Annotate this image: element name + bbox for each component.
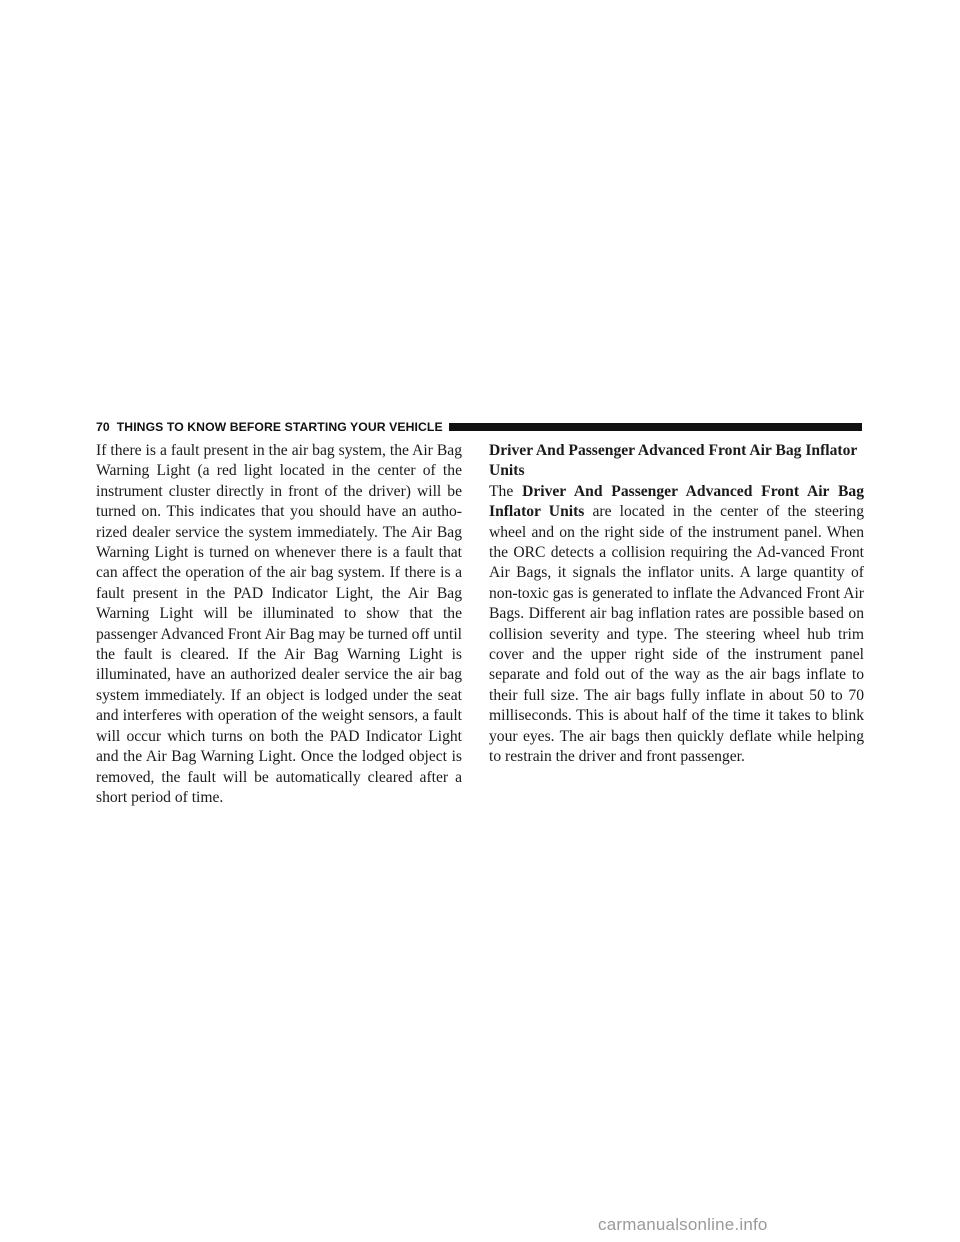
right-column (489, 441, 864, 768)
intro-word: The (489, 482, 514, 500)
bold-term: Driver And Passenger Advanced Front Air Bag Inflator Units (489, 482, 864, 521)
page-number: 70 (96, 420, 110, 434)
page-header (96, 420, 862, 434)
left-column (96, 441, 462, 808)
paragraph-rest: are located in the center of the steering wheel and on the right side of the instrument panel. When the ORC detects a collision requiring the Ad-vanced Front Air Bags, it signals the inflator units. A large quantity of non-toxic gas is generated to inflate the Advanced Front Air Bags. Different air bag inflation rates are possible based on collision severity and type. The steering wheel hub trim cover and the upper right side of the instrument panel separate and fold out of the way as the air bags inflate to their full size. The air bags fully inflate in about 50 to 70 milliseconds. This is about half of the time it takes to blink your eyes. The air bags then quickly deflate while helping to restrain the driver and front passenger. (489, 503, 865, 766)
air-bag-fault-paragraph: If there is a fault present in the air bag system, the Air Bag Warning Light (a red light located in the center of the instrument cluster directly in front of the driver) will be turned on. This indicates that you should have an autho-rized dealer service the system immediately. The Air Bag Warning Light is turned on whenever there is a fault that can affect the operation of the air bag system. If there is a fault present in the PAD Indicator Light, the Air Bag Warning Light will be illuminated to show that the passenger Advanced Front Air Bag may be turned off until the fault is cleared. If the Air Bag Warning Light is illuminated, have an authorized dealer service the air bag system immediately. If an object is lodged under the seat and interferes with operation of the weight sensors, a fault will occur which turns on both the PAD Indicator Light and the Air Bag Warning Light. Once the lodged object is removed, the fault will be automatically cleared after a short period of time. (96, 442, 462, 806)
header-rule (449, 423, 862, 431)
page-header-text (96, 420, 443, 434)
section-title: THINGS TO KNOW BEFORE STARTING YOUR VEHICLE (116, 420, 443, 434)
inflator-units-paragraph (489, 482, 864, 768)
watermark: carmanualsonline.info (598, 1215, 768, 1234)
inflator-units-heading: Driver And Passenger Advanced Front Air Bag Inflator Units (489, 442, 858, 480)
